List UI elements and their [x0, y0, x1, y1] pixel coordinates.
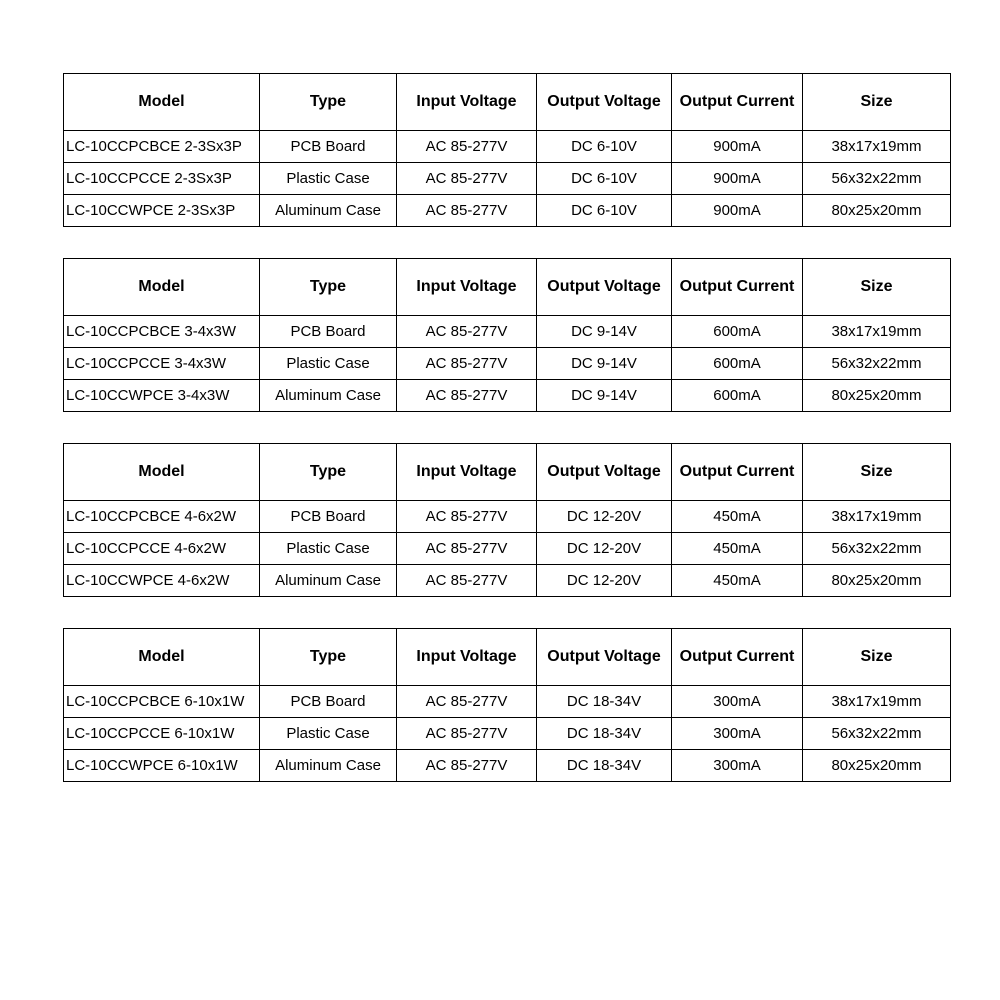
cell-output-current: 600mA [672, 348, 803, 380]
cell-output-current: 600mA [672, 316, 803, 348]
header-type: Type [260, 74, 397, 131]
cell-model: LC-10CCPCCE 4-6x2W [64, 533, 260, 565]
cell-input-voltage: AC 85-277V [397, 348, 537, 380]
table-row [64, 750, 951, 782]
cell-size: 80x25x20mm [803, 565, 951, 597]
cell-output-voltage: DC 12-20V [537, 533, 672, 565]
header-size: Size [803, 444, 951, 501]
table-row [64, 348, 951, 380]
cell-input-voltage: AC 85-277V [397, 316, 537, 348]
header-row [64, 629, 951, 686]
table-row [64, 718, 951, 750]
cell-model: LC-10CCPCCE 2-3Sx3P [64, 163, 260, 195]
header-model: Model [64, 444, 260, 501]
cell-type: Aluminum Case [260, 380, 397, 412]
cell-input-voltage: AC 85-277V [397, 565, 537, 597]
cell-size: 56x32x22mm [803, 348, 951, 380]
header-input-voltage: Input Voltage [397, 444, 537, 501]
header-output-current: Output Current [672, 259, 803, 316]
cell-model: LC-10CCWPCE 3-4x3W [64, 380, 260, 412]
cell-size: 80x25x20mm [803, 380, 951, 412]
cell-output-voltage: DC 6-10V [537, 131, 672, 163]
cell-input-voltage: AC 85-277V [397, 718, 537, 750]
cell-size: 38x17x19mm [803, 131, 951, 163]
cell-output-current: 450mA [672, 533, 803, 565]
cell-output-current: 300mA [672, 718, 803, 750]
cell-type: Aluminum Case [260, 195, 397, 227]
cell-output-current: 900mA [672, 163, 803, 195]
cell-input-voltage: AC 85-277V [397, 195, 537, 227]
cell-output-current: 900mA [672, 131, 803, 163]
cell-model: LC-10CCPCCE 6-10x1W [64, 718, 260, 750]
table-row [64, 501, 951, 533]
cell-model: LC-10CCWPCE 6-10x1W [64, 750, 260, 782]
spec-table-4-6 [63, 443, 951, 597]
cell-type: Aluminum Case [260, 750, 397, 782]
header-row [64, 444, 951, 501]
cell-output-current: 300mA [672, 750, 803, 782]
table-row [64, 195, 951, 227]
header-output-current: Output Current [672, 74, 803, 131]
header-output-current: Output Current [672, 444, 803, 501]
cell-size: 80x25x20mm [803, 195, 951, 227]
header-row [64, 259, 951, 316]
cell-size: 38x17x19mm [803, 501, 951, 533]
cell-input-voltage: AC 85-277V [397, 380, 537, 412]
table-row [64, 686, 951, 718]
cell-size: 38x17x19mm [803, 686, 951, 718]
cell-size: 56x32x22mm [803, 163, 951, 195]
cell-output-current: 450mA [672, 565, 803, 597]
cell-output-voltage: DC 6-10V [537, 163, 672, 195]
table-row [64, 316, 951, 348]
header-size: Size [803, 629, 951, 686]
cell-type: PCB Board [260, 131, 397, 163]
cell-type: Plastic Case [260, 163, 397, 195]
cell-model: LC-10CCWPCE 4-6x2W [64, 565, 260, 597]
cell-model: LC-10CCPCBCE 6-10x1W [64, 686, 260, 718]
cell-size: 56x32x22mm [803, 533, 951, 565]
cell-output-voltage: DC 9-14V [537, 316, 672, 348]
spec-table-6-10 [63, 628, 951, 782]
header-input-voltage: Input Voltage [397, 74, 537, 131]
header-row [64, 74, 951, 131]
header-output-voltage: Output Voltage [537, 74, 672, 131]
cell-model: LC-10CCPCCE 3-4x3W [64, 348, 260, 380]
header-output-current: Output Current [672, 629, 803, 686]
cell-output-current: 450mA [672, 501, 803, 533]
header-size: Size [803, 74, 951, 131]
cell-type: Plastic Case [260, 348, 397, 380]
cell-output-voltage: DC 12-20V [537, 565, 672, 597]
header-model: Model [64, 259, 260, 316]
header-output-voltage: Output Voltage [537, 629, 672, 686]
cell-type: Aluminum Case [260, 565, 397, 597]
cell-type: Plastic Case [260, 718, 397, 750]
cell-output-voltage: DC 12-20V [537, 501, 672, 533]
header-output-voltage: Output Voltage [537, 259, 672, 316]
cell-output-voltage: DC 18-34V [537, 718, 672, 750]
table-row [64, 131, 951, 163]
table-row [64, 565, 951, 597]
table-row [64, 533, 951, 565]
table-row [64, 380, 951, 412]
cell-input-voltage: AC 85-277V [397, 501, 537, 533]
cell-output-voltage: DC 6-10V [537, 195, 672, 227]
cell-output-voltage: DC 9-14V [537, 380, 672, 412]
cell-model: LC-10CCWPCE 2-3Sx3P [64, 195, 260, 227]
cell-size: 56x32x22mm [803, 718, 951, 750]
cell-input-voltage: AC 85-277V [397, 131, 537, 163]
cell-type: PCB Board [260, 501, 397, 533]
cell-size: 80x25x20mm [803, 750, 951, 782]
cell-model: LC-10CCPCBCE 4-6x2W [64, 501, 260, 533]
cell-type: Plastic Case [260, 533, 397, 565]
header-input-voltage: Input Voltage [397, 259, 537, 316]
cell-size: 38x17x19mm [803, 316, 951, 348]
cell-output-voltage: DC 18-34V [537, 686, 672, 718]
header-type: Type [260, 444, 397, 501]
spec-table-3-4 [63, 258, 951, 412]
header-output-voltage: Output Voltage [537, 444, 672, 501]
cell-output-voltage: DC 18-34V [537, 750, 672, 782]
cell-output-current: 900mA [672, 195, 803, 227]
cell-input-voltage: AC 85-277V [397, 686, 537, 718]
header-model: Model [64, 629, 260, 686]
cell-output-voltage: DC 9-14V [537, 348, 672, 380]
header-model: Model [64, 74, 260, 131]
cell-model: LC-10CCPCBCE 3-4x3W [64, 316, 260, 348]
cell-output-current: 300mA [672, 686, 803, 718]
header-type: Type [260, 259, 397, 316]
cell-type: PCB Board [260, 686, 397, 718]
cell-input-voltage: AC 85-277V [397, 750, 537, 782]
header-type: Type [260, 629, 397, 686]
table-row [64, 163, 951, 195]
header-input-voltage: Input Voltage [397, 629, 537, 686]
cell-input-voltage: AC 85-277V [397, 163, 537, 195]
header-size: Size [803, 259, 951, 316]
cell-output-current: 600mA [672, 380, 803, 412]
cell-input-voltage: AC 85-277V [397, 533, 537, 565]
spec-table-2-3S [63, 73, 951, 227]
cell-model: LC-10CCPCBCE 2-3Sx3P [64, 131, 260, 163]
cell-type: PCB Board [260, 316, 397, 348]
